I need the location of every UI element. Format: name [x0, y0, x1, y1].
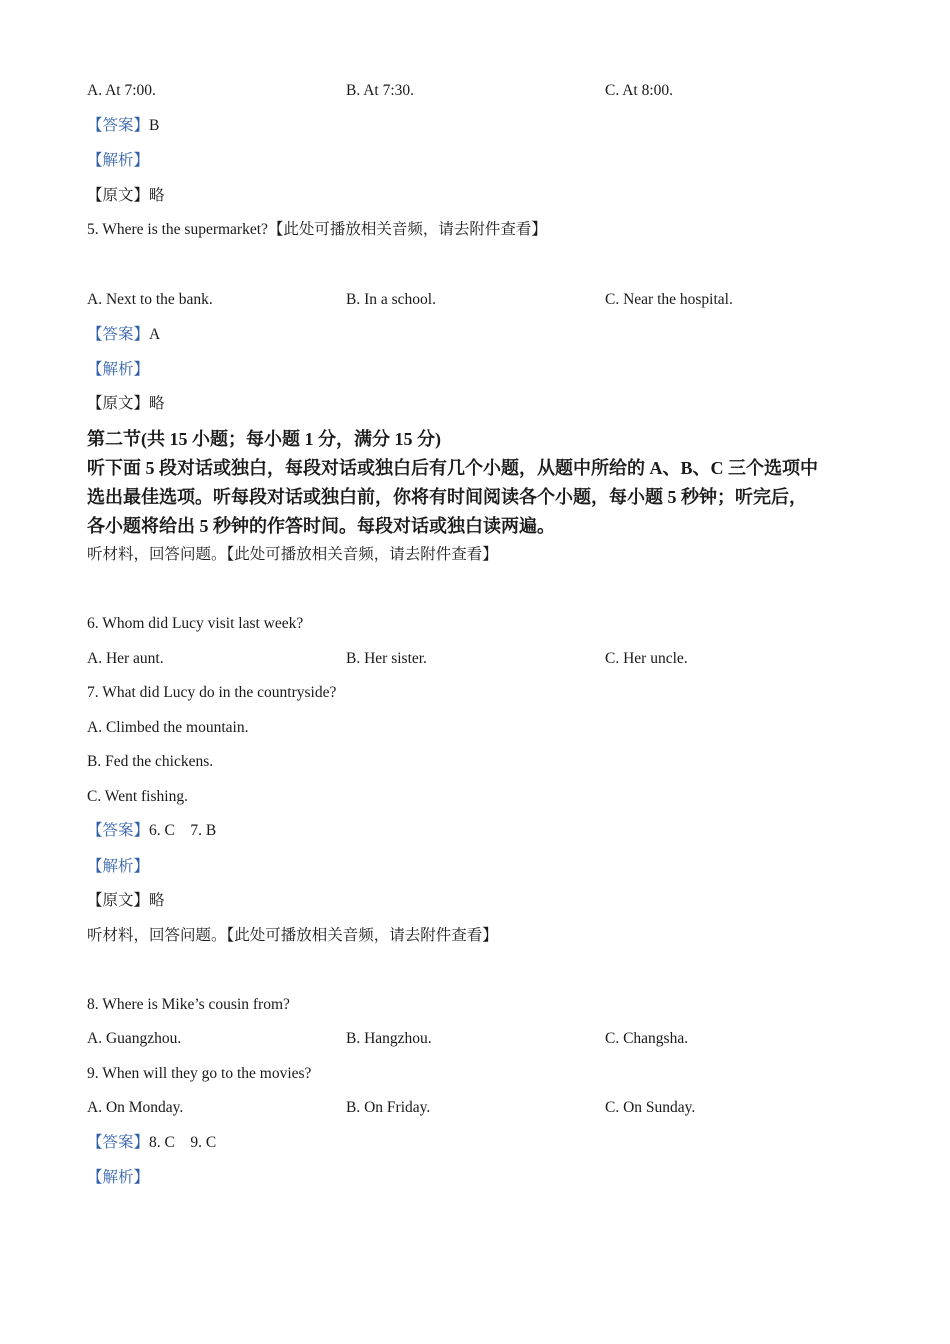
passage2-analysis-tag: 【解析】	[87, 1169, 150, 1186]
q6-option-b: B. Her sister.	[346, 650, 427, 667]
q6-question: 6. Whom did Lucy visit last week?	[87, 615, 304, 632]
q4-transcript: 【原文】略	[87, 187, 165, 204]
q7-option-a: A. Climbed the mountain.	[87, 719, 249, 736]
passage1-transcript: 【原文】略	[87, 892, 165, 909]
answer-value: 8. C 9. C	[149, 1134, 217, 1151]
q5-option-b: B. In a school.	[346, 291, 436, 308]
q8-option-a: A. Guangzhou.	[87, 1030, 182, 1047]
q9-option-b: B. On Friday.	[346, 1099, 431, 1116]
answer-value: A	[149, 326, 161, 343]
passage1-answer	[87, 821, 216, 841]
q4-answer	[87, 116, 159, 136]
q5-option-c: C. Near the hospital.	[605, 291, 733, 308]
q5-option-a: A. Next to the bank.	[87, 291, 213, 308]
answer-tag: 【答案】	[87, 326, 150, 343]
q9-option-a: A. On Monday.	[87, 1099, 184, 1116]
q8-option-b: B. Hangzhou.	[346, 1030, 432, 1047]
q9-question: 9. When will they go to the movies?	[87, 1065, 312, 1082]
q4-option-b: B. At 7:30.	[346, 82, 415, 99]
q7-option-c: C. Went fishing.	[87, 788, 188, 805]
q7-option-b: B. Fed the chickens.	[87, 753, 214, 770]
section-title: 第二节(共 15 小题；每小题 1 分，满分 15 分)	[87, 429, 441, 449]
q6-option-a: A. Her aunt.	[87, 650, 164, 667]
q5-question: 5. Where is the supermarket?【此处可播放相关音频，请去附件查看】	[87, 221, 547, 238]
q4-analysis-tag: 【解析】	[87, 152, 150, 169]
q4-option-a: A. At 7:00.	[87, 82, 156, 99]
q5-answer	[87, 325, 160, 345]
answer-value: 6. C 7. B	[149, 822, 217, 839]
q5-transcript: 【原文】略	[87, 395, 165, 412]
section-instructions-line-3: 各小题将给出 5 秒钟的作答时间。每段对话或独白读两遍。	[87, 516, 555, 536]
passage1-analysis-tag: 【解析】	[87, 858, 150, 875]
answer-tag: 【答案】	[87, 822, 150, 839]
passage1-intro: 听材料，回答问题。【此处可播放相关音频，请去附件查看】	[87, 546, 498, 563]
answer-tag: 【答案】	[87, 117, 150, 134]
passage2-intro: 听材料，回答问题。【此处可播放相关音频，请去附件查看】	[87, 927, 498, 944]
q8-option-c: C. Changsha.	[605, 1030, 689, 1047]
section-instructions-line-2: 选出最佳选项。听每段对话或独白前，你将有时间阅读各个小题，每小题 5 秒钟；听完后，	[87, 487, 807, 507]
q6-option-c: C. Her uncle.	[605, 650, 688, 667]
q4-option-c: C. At 8:00.	[605, 82, 674, 99]
q5-analysis-tag: 【解析】	[87, 361, 150, 378]
answer-value: B	[149, 117, 160, 134]
q7-question: 7. What did Lucy do in the countryside?	[87, 684, 337, 701]
q9-option-c: C. On Sunday.	[605, 1099, 696, 1116]
section-instructions-line-1: 听下面 5 段对话或独白，每段对话或独白后有几个小题，从题中所给的 A、B、C 三个选项中	[87, 458, 818, 478]
passage2-answer	[87, 1133, 216, 1153]
answer-tag: 【答案】	[87, 1134, 150, 1151]
q8-question: 8. Where is Mike’s cousin from?	[87, 996, 290, 1013]
